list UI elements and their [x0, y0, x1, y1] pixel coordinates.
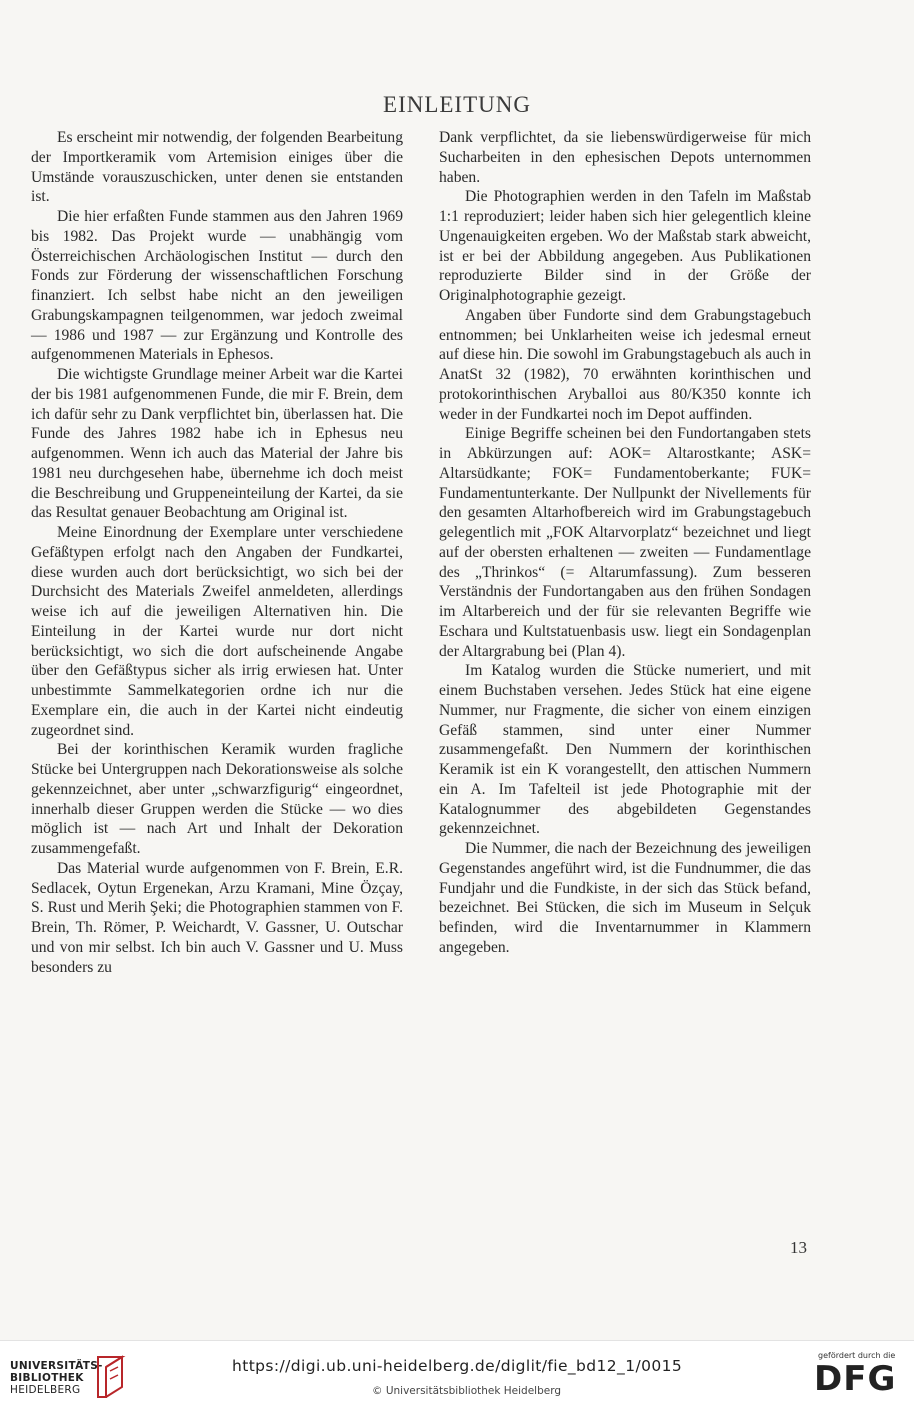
left-column-paragraph: Die hier erfaßten Funde stammen aus den Jahren 1969 bis 1982. Das Projekt wurde — unabhängig vom Österreichischen Archäologischen Institut — durch den Fonds zur Förderung der wissenschaftlichen Forschung finanziert. Ich selbst habe nicht an den jeweiligen Grabungskampagnen teilgenommen, war jedoch zweimal — 1986 und 1987 — zur Ergänzung und Kontrolle des aufgenommenen Materials in Ephesos.: [31, 208, 403, 364]
library-logo-text: [10, 1360, 103, 1396]
library-name-line2: BIBLIOTHEK: [10, 1372, 84, 1384]
library-name-line1: UNIVERSITÄTS-: [10, 1360, 103, 1372]
viewer-footer: [0, 1340, 914, 1409]
left-column-paragraph: Das Material wurde aufgenommen von F. Brein, E.R. Sedlacek, Oytun Ergenekan, Arzu Kramani, Mine Özçay, S. Rust und Merih Şeki; die Photographien stammen von F. Brein, Th. Römer, P. Weichardt, V. Gassner, U. Outschar und von mir selbst. Ich bin auch V. Gassner und U. Muss besonders zu: [31, 859, 403, 976]
library-name-line3: HEIDELBERG: [10, 1384, 81, 1396]
dfg-logo: DFG: [814, 1359, 897, 1399]
copyright-note: © Universitätsbibliothek Heidelberg: [372, 1385, 562, 1397]
left-column-paragraph: Bei der korinthischen Keramik wurden fragliche Stücke bei Untergruppen nach Dekorationsweise als solche gekennzeichnet, aber unter „schwarzfigurig“ eingeordnet, innerhalb dieser Gruppen werden die Stücke — wo dies möglich ist — nach Art und Inhalt der Dekoration zusammengefaßt.: [31, 741, 403, 857]
library-logo-icon: [92, 1353, 128, 1401]
page-number: 13: [790, 1238, 807, 1257]
right-column-paragraph: Im Katalog wurden die Stücke numeriert, und mit einem Buchstaben versehen. Jedes Stück hat eine eigene Nummer, nur Fragmente, die sicher von einem einzigen Gefäß stammen, sind unter einer Nummer zusammengefaßt. Den Nummern der korinthischen Keramik ist ein K vorangestellt, den attischen Nummern ein A. Im Tafelteil ist jede Photographie mit der Katalognummer des abgebildeten Gegenstandes gekennzeichnet.: [439, 662, 811, 838]
left-column-paragraph: Es erscheint mir notwendig, der folgenden Bearbeitung der Importkeramik vom Artemision einiges über die Umstände vorauszuschicken, unter denen sie entstanden ist.: [31, 129, 403, 206]
funding-note: gefördert durch die: [818, 1351, 896, 1360]
right-column-paragraph: Die Photographien werden in den Tafeln im Maßstab 1:1 reproduziert; leider haben sich hier gelegentlich kleine Ungenauigkeiten ergeben. Wo der Maßstab stark abweicht, ist er bei der Abbildung angegeben. Aus Publikationen reproduzierte Bilder sind in der Größe der Originalphotographie gezeigt.: [439, 188, 811, 304]
right-column-paragraph: Dank verpflichtet, da sie liebenswürdigerweise für mich Sucharbeiten in den ephesischen Depots unternommen haben.: [439, 129, 811, 186]
left-column-paragraph: Die wichtigste Grundlage meiner Arbeit war die Kartei der bis 1981 aufgenommenen Funde, die mir F. Brein, dem ich dafür sehr zu Dank verpflichtet bin, überlassen hat. Die Funde des Jahres 1982 habe ich in Ephesus neu aufgenommen. Wenn ich auch das Material der Jahre bis 1981 neu durchgesehen habe, übernehme ich doch meist die Beschreibung und Gruppeneinteilung der Kartei, da sie das Resultat genauer Beobachtung am Original ist.: [31, 366, 403, 522]
permalink-url[interactable]: https://digi.ub.uni-heidelberg.de/diglit/fie_bd12_1/0015: [232, 1357, 683, 1375]
right-column-paragraph: Angaben über Fundorte sind dem Grabungstagebuch entnommen; bei Unklarheiten weise ich jedesmal erneut auf diese hin. Die sowohl im Grabungstagebuch als auch in AnatSt 32 (1982), 70 erwähnten korinthischen und protokorinthischen Aryballoi aus 80/K350 konnte ich weder in der Fundkartei noch im Depot auffinden.: [439, 306, 811, 423]
left-column: [31, 128, 403, 977]
right-column-paragraph: Einige Begriffe scheinen bei den Fundortangaben stets in Abkürzungen auf: AOK= Altarostkante; ASK= Altarsüdkante; FOK= Fundamentoberkante; FUK= Fundamentunterkante. Der Nullpunkt der Nivellements für den gesamten Altarhofbereich wird im Grabungstagebuch gelegentlich mit „FOK Altarvorplatz“ bezeichnet und liegt auf der obersten erhaltenen — zweiten — Fundamentlage des „Thrinkos“ (= Altarumfassung). Zum besseren Verständnis der Fundortangaben aus den frühen Sondagen im Altarbereich und der für sie relevanten Begriffe wie Eschara und Kultstatuenbasis usw. liegt ein Sondagenplan der Altargrabung bei (Plan 4).: [439, 425, 811, 660]
left-column-paragraph: Meine Einordnung der Exemplare unter verschiedene Gefäßtypen erfolgt nach den Angaben der Fundkartei, diese wurden auch dort berücksichtigt, wo sich bei der Durchsicht des Materials Zweifel anmeldeten, allerdings weise ich auf die jeweiligen Alternativen hin. Die Einteilung in der Kartei wurde nur dort nicht berücksichtigt, wo sich die dort aufscheinende Angabe über den Gefäßtypus sicher als irrig erwiesen hat. Unter unbestimmte Sammelkategorien ordne ich nur die Exemplare ein, die auch in der Kartei nicht eindeutig zugeordnet sind.: [31, 524, 403, 739]
right-column-paragraph: Die Nummer, die nach der Bezeichnung des jeweiligen Gegenstandes angeführt wird, ist die Fundnummer, die das Fundjahr und die Fundkiste, in der sich das Stück befand, bezeichnet. Bei Stücken, die sich im Museum in Selçuk befinden, wird die Inventarnummer in Klammern angegeben.: [439, 840, 811, 956]
right-column: [439, 128, 811, 958]
page-title: EINLEITUNG: [383, 92, 531, 117]
